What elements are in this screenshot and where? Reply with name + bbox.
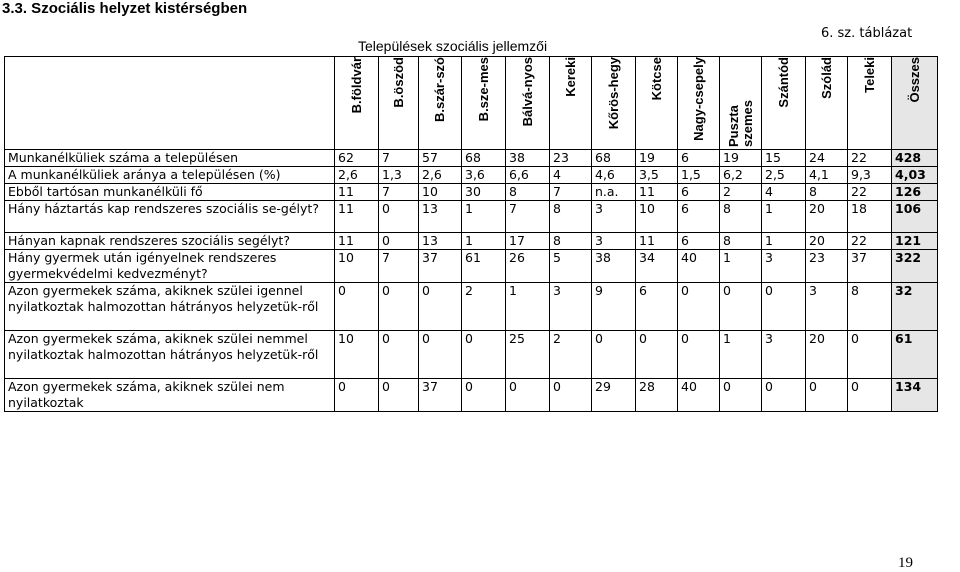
total-cell: 322 xyxy=(892,250,938,283)
row-label: Azon gyermekek száma, akiknek szülei igennel nyilatkoztak halmozottan hátrányos helyzetük-ről xyxy=(5,283,335,331)
value-cell: 62 xyxy=(335,150,379,167)
value-cell: 38 xyxy=(506,150,550,167)
row-label: Hány háztartás kap rendszeres szociális se-gélyt? xyxy=(5,201,335,233)
value-cell: 3 xyxy=(550,283,592,331)
column-header: Kereki xyxy=(550,57,592,150)
corner-cell xyxy=(5,57,335,150)
value-cell: 0 xyxy=(335,283,379,331)
row-label: A munkanélküliek aránya a településen (%) xyxy=(5,167,335,184)
value-cell: 4,1 xyxy=(806,167,848,184)
value-cell: 8 xyxy=(506,184,550,201)
value-cell: 40 xyxy=(678,379,720,412)
value-cell: 23 xyxy=(806,250,848,283)
value-cell: 0 xyxy=(678,331,720,379)
value-cell: 3,5 xyxy=(636,167,678,184)
value-cell: 7 xyxy=(550,184,592,201)
value-cell: 0 xyxy=(379,201,419,233)
total-cell: 126 xyxy=(892,184,938,201)
total-cell: 106 xyxy=(892,201,938,233)
table-row xyxy=(5,250,938,283)
value-cell: 8 xyxy=(720,201,762,233)
value-cell: 0 xyxy=(379,379,419,412)
value-cell: 25 xyxy=(506,331,550,379)
table-row xyxy=(5,233,938,250)
total-cell: 4,03 xyxy=(892,167,938,184)
row-label: Munkanélküliek száma a településen xyxy=(5,150,335,167)
value-cell: 7 xyxy=(379,150,419,167)
value-cell: 57 xyxy=(419,150,462,167)
value-cell: 15 xyxy=(762,150,806,167)
column-header: Puszta szemes xyxy=(720,57,762,150)
value-cell: 2,6 xyxy=(335,167,379,184)
column-header: B.földvár xyxy=(335,57,379,150)
value-cell: 7 xyxy=(379,184,419,201)
value-cell: 3 xyxy=(806,283,848,331)
table-row xyxy=(5,184,938,201)
value-cell: 6,6 xyxy=(506,167,550,184)
value-cell: 0 xyxy=(419,283,462,331)
value-cell: 68 xyxy=(592,150,636,167)
value-cell: 2,6 xyxy=(419,167,462,184)
value-cell: 8 xyxy=(720,233,762,250)
value-cell: 1 xyxy=(462,201,506,233)
value-cell: 11 xyxy=(335,233,379,250)
column-header: B.sze-mes xyxy=(462,57,506,150)
value-cell: 7 xyxy=(506,201,550,233)
value-cell: 6,2 xyxy=(720,167,762,184)
value-cell: 0 xyxy=(379,233,419,250)
value-cell: 18 xyxy=(848,201,892,233)
value-cell: 8 xyxy=(550,233,592,250)
value-cell: 6 xyxy=(636,283,678,331)
row-label: Hány gyermek után igényelnek rendszeres gyermekvédelmi kedvezményt? xyxy=(5,250,335,283)
value-cell: 0 xyxy=(506,379,550,412)
value-cell: 11 xyxy=(636,184,678,201)
value-cell: 19 xyxy=(636,150,678,167)
value-cell: 4,6 xyxy=(592,167,636,184)
value-cell: 10 xyxy=(636,201,678,233)
table-reference: 6. sz. táblázat xyxy=(821,26,913,41)
value-cell: 0 xyxy=(592,331,636,379)
value-cell: 5 xyxy=(550,250,592,283)
value-cell: 0 xyxy=(636,331,678,379)
value-cell: 1 xyxy=(506,283,550,331)
value-cell: 28 xyxy=(636,379,678,412)
value-cell: 22 xyxy=(848,150,892,167)
value-cell: 1 xyxy=(720,331,762,379)
value-cell: 13 xyxy=(419,233,462,250)
value-cell: 23 xyxy=(550,150,592,167)
value-cell: 68 xyxy=(462,150,506,167)
column-header: B.szár-szó xyxy=(419,57,462,150)
value-cell: 19 xyxy=(720,150,762,167)
value-cell: 6 xyxy=(678,150,720,167)
value-cell: 20 xyxy=(806,201,848,233)
value-cell: 8 xyxy=(806,184,848,201)
value-cell: 0 xyxy=(462,379,506,412)
column-header: Teleki xyxy=(848,57,892,150)
value-cell: 0 xyxy=(720,283,762,331)
page-number: 19 xyxy=(898,555,913,571)
value-cell: 40 xyxy=(678,250,720,283)
value-cell: 1 xyxy=(762,233,806,250)
row-label: Azon gyermekek száma, akiknek szülei nemmel nyilatkoztak halmozottan hátrányos helyzetük-ről xyxy=(5,331,335,379)
column-header: Kötcse xyxy=(636,57,678,150)
value-cell: 0 xyxy=(462,331,506,379)
column-header: Bálvá-nyos xyxy=(506,57,550,150)
value-cell: 8 xyxy=(848,283,892,331)
value-cell: 4 xyxy=(550,167,592,184)
value-cell: 0 xyxy=(379,283,419,331)
value-cell: 1 xyxy=(762,201,806,233)
value-cell: 34 xyxy=(636,250,678,283)
total-cell: 61 xyxy=(892,331,938,379)
column-header: Szántód xyxy=(762,57,806,150)
value-cell: 11 xyxy=(335,184,379,201)
value-cell: 8 xyxy=(550,201,592,233)
value-cell: 7 xyxy=(379,250,419,283)
value-cell: 22 xyxy=(848,184,892,201)
column-header-total: Összes xyxy=(892,57,938,150)
value-cell: 0 xyxy=(419,331,462,379)
value-cell: 61 xyxy=(462,250,506,283)
row-label: Azon gyermekek száma, akiknek szülei nem nyilatkoztak xyxy=(5,379,335,412)
value-cell: 0 xyxy=(678,283,720,331)
value-cell: 3 xyxy=(592,233,636,250)
table-row xyxy=(5,283,938,331)
social-data-table xyxy=(4,56,938,412)
value-cell: 1,3 xyxy=(379,167,419,184)
value-cell: 22 xyxy=(848,233,892,250)
value-cell: 2 xyxy=(720,184,762,201)
value-cell: 3,6 xyxy=(462,167,506,184)
value-cell: 1 xyxy=(462,233,506,250)
value-cell: 0 xyxy=(762,379,806,412)
value-cell: 37 xyxy=(848,250,892,283)
total-cell: 32 xyxy=(892,283,938,331)
value-cell: 9,3 xyxy=(848,167,892,184)
value-cell: 0 xyxy=(848,379,892,412)
value-cell: 10 xyxy=(335,250,379,283)
value-cell: 10 xyxy=(419,184,462,201)
table-caption: Települések szociális jellemzői xyxy=(358,38,548,54)
value-cell: 6 xyxy=(678,233,720,250)
column-header: B.öszöd xyxy=(379,57,419,150)
value-cell: 10 xyxy=(335,331,379,379)
total-cell: 428 xyxy=(892,150,938,167)
value-cell: 3 xyxy=(592,201,636,233)
table-row xyxy=(5,150,938,167)
value-cell: 0 xyxy=(379,331,419,379)
value-cell: 38 xyxy=(592,250,636,283)
header-row xyxy=(5,57,938,150)
table-row xyxy=(5,379,938,412)
column-header: Kőrös-hegy xyxy=(592,57,636,150)
value-cell: 9 xyxy=(592,283,636,331)
value-cell: 6 xyxy=(678,201,720,233)
total-cell: 121 xyxy=(892,233,938,250)
column-header: Szólád xyxy=(806,57,848,150)
section-title: 3.3. Szociális helyzet kistérségben xyxy=(2,0,248,17)
value-cell: 20 xyxy=(806,331,848,379)
table-row xyxy=(5,331,938,379)
table-row xyxy=(5,201,938,233)
value-cell: 29 xyxy=(592,379,636,412)
value-cell: 37 xyxy=(419,250,462,283)
value-cell: 11 xyxy=(636,233,678,250)
row-label: Ebből tartósan munkanélküli fő xyxy=(5,184,335,201)
value-cell: 0 xyxy=(335,379,379,412)
value-cell: 0 xyxy=(806,379,848,412)
value-cell: 26 xyxy=(506,250,550,283)
table-row xyxy=(5,167,938,184)
value-cell: 2,5 xyxy=(762,167,806,184)
value-cell: 30 xyxy=(462,184,506,201)
value-cell: 4 xyxy=(762,184,806,201)
value-cell: 0 xyxy=(550,379,592,412)
value-cell: 13 xyxy=(419,201,462,233)
value-cell: 1,5 xyxy=(678,167,720,184)
value-cell: 2 xyxy=(550,331,592,379)
value-cell: 0 xyxy=(762,283,806,331)
value-cell: 2 xyxy=(462,283,506,331)
value-cell: 1 xyxy=(720,250,762,283)
value-cell: 17 xyxy=(506,233,550,250)
value-cell: n.a. xyxy=(592,184,636,201)
total-cell: 134 xyxy=(892,379,938,412)
value-cell: 6 xyxy=(678,184,720,201)
value-cell: 24 xyxy=(806,150,848,167)
value-cell: 20 xyxy=(806,233,848,250)
column-header: Nagy-csepely xyxy=(678,57,720,150)
value-cell: 0 xyxy=(848,331,892,379)
value-cell: 11 xyxy=(335,201,379,233)
value-cell: 3 xyxy=(762,250,806,283)
value-cell: 3 xyxy=(762,331,806,379)
value-cell: 0 xyxy=(720,379,762,412)
value-cell: 37 xyxy=(419,379,462,412)
row-label: Hányan kapnak rendszeres szociális segélyt? xyxy=(5,233,335,250)
